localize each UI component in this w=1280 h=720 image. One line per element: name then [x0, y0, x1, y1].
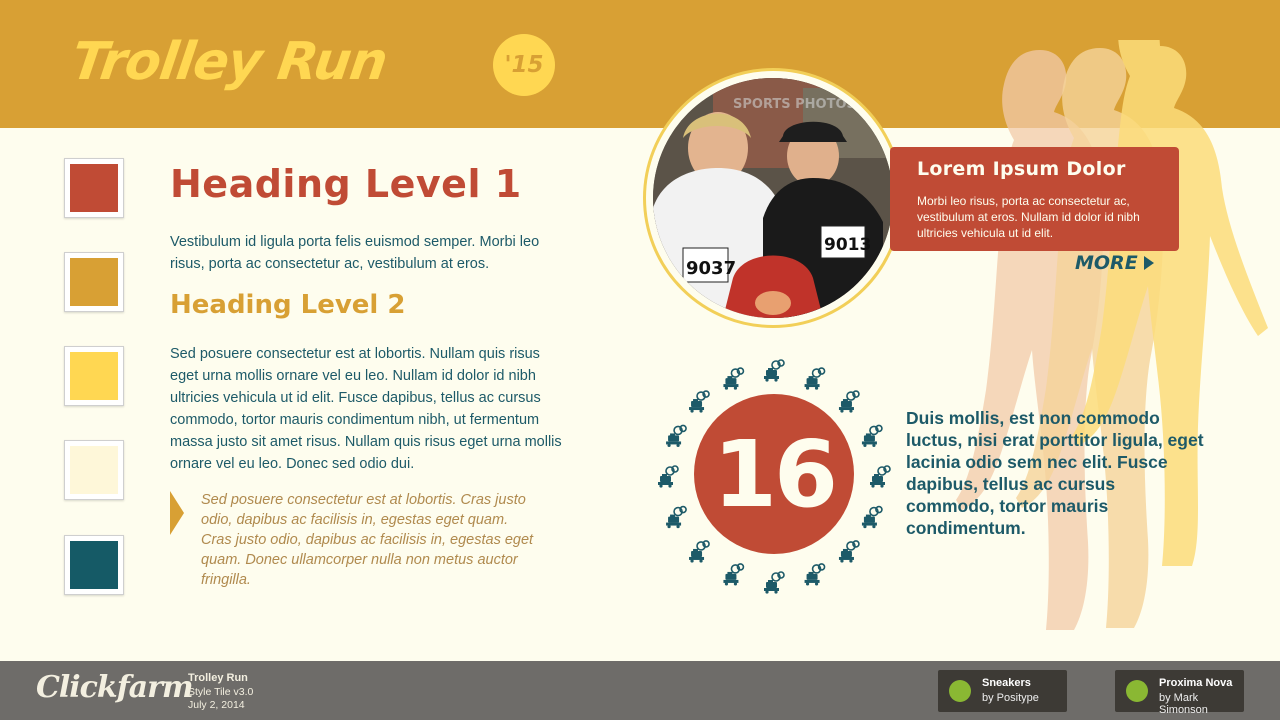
body-paragraph-2: Sed posuere consectetur est at lobortis. Nullam quis risus eget urna mollis ornare vel eu leo. Nullam id dolor id nibh ultricies vehicula ut id elit. Fusce dapibus, tellus ac cursus commodo, tortor mauris condimentum nibh, ut fermentum massa justo sit amet risus. Nullam quis risus eget urna mollis ornare vel eu leo. Donec sed odio dui.	[170, 346, 562, 472]
stat-circle	[694, 394, 854, 554]
info-card-title: Lorem Ipsum Dolor	[917, 158, 1126, 180]
body-paragraph-1: Vestibulum id ligula porta felis euismod semper. Morbi leo risus, porta ac consectetur ac, vestibulum at eros.	[170, 234, 540, 272]
swatch-chip	[70, 541, 118, 589]
trolley-icon	[870, 466, 890, 488]
more-link-label: MORE	[1075, 252, 1138, 274]
stat-number: 16	[712, 420, 836, 528]
blockquote: Sed posuere consectetur est at lobortis. Cras justo odio, dapibus ac facilisis in, egestas eget quam. Cras justo odio, dapibus ac facilisis in, egestas eget quam. Donec ullamcorper nulla non metus auctor fringilla.	[201, 492, 534, 588]
font-card-proxima-nova[interactable]	[1115, 670, 1244, 716]
swatch-chip	[70, 352, 118, 400]
meta-version: Style Tile v3.0	[188, 685, 254, 698]
color-swatch-red	[64, 158, 124, 218]
font-icon	[1126, 680, 1148, 702]
swatch-chip	[70, 164, 118, 212]
runner-silhouettes-illustration	[950, 40, 1280, 650]
trolley-icon	[764, 360, 784, 382]
meta-date: July 2, 2014	[188, 699, 245, 711]
runners-photo-illustration	[653, 78, 893, 318]
color-swatch-gold	[64, 252, 124, 312]
blockquote-marker-icon	[170, 491, 184, 535]
bib-number-right: 9013	[824, 235, 872, 255]
clickfarm-logo: Clickfarm	[36, 670, 193, 705]
play-arrow-icon	[1144, 256, 1154, 270]
bib-number-left: 9037	[686, 258, 737, 279]
trolley-icon	[723, 564, 743, 586]
heading-level-1: Heading Level 1	[170, 162, 522, 206]
stat-description: Duis mollis, est non commodo luctus, nisi erat porttitor ligula, eget lacinia odio sem nec elit. Fusce dapibus, tellus ac cursus commodo, tortor mauris condimentum.	[906, 408, 1204, 538]
more-link[interactable]	[1075, 252, 1154, 274]
trolley-icon	[666, 507, 686, 529]
runners-photo	[653, 78, 893, 318]
trolley-icon	[666, 425, 686, 447]
trolley-icon	[862, 425, 882, 447]
font-name: Proxima Nova	[1159, 677, 1233, 689]
style-tile-meta	[188, 672, 253, 713]
trolley-icon	[805, 368, 825, 390]
trolley-icon	[839, 391, 859, 413]
font-author: by Positype	[982, 692, 1039, 704]
trolley-icon	[862, 507, 882, 529]
trolley-icon	[839, 541, 859, 563]
color-swatch-teal	[64, 535, 124, 595]
info-card-text: Morbi leo risus, porta ac consectetur ac, vestibulum at eros. Nullam id dolor id nibh ultricies vehicula ut id elit.	[917, 194, 1140, 240]
font-icon	[949, 680, 971, 702]
font-name: Sneakers	[982, 677, 1031, 689]
color-swatch-cream	[64, 440, 124, 500]
trolley-icon	[689, 541, 709, 563]
year-badge: '15	[493, 34, 555, 96]
page-title: Trolley Run	[67, 32, 391, 92]
trolley-icon	[689, 391, 709, 413]
color-swatch-yellow	[64, 346, 124, 406]
font-author: by Mark Simonson	[1159, 692, 1208, 716]
swatch-chip	[70, 446, 118, 494]
swatch-chip	[70, 258, 118, 306]
trolley-icon	[764, 572, 784, 594]
meta-title: Trolley Run	[188, 672, 248, 684]
font-card-sneakers[interactable]	[938, 670, 1067, 712]
trolley-icon	[723, 368, 743, 390]
trolley-icon	[805, 564, 825, 586]
heading-level-2: Heading Level 2	[170, 290, 406, 320]
photo-watermark: SPORTS PHOTOS.com	[733, 97, 891, 112]
trolley-icon	[658, 466, 678, 488]
